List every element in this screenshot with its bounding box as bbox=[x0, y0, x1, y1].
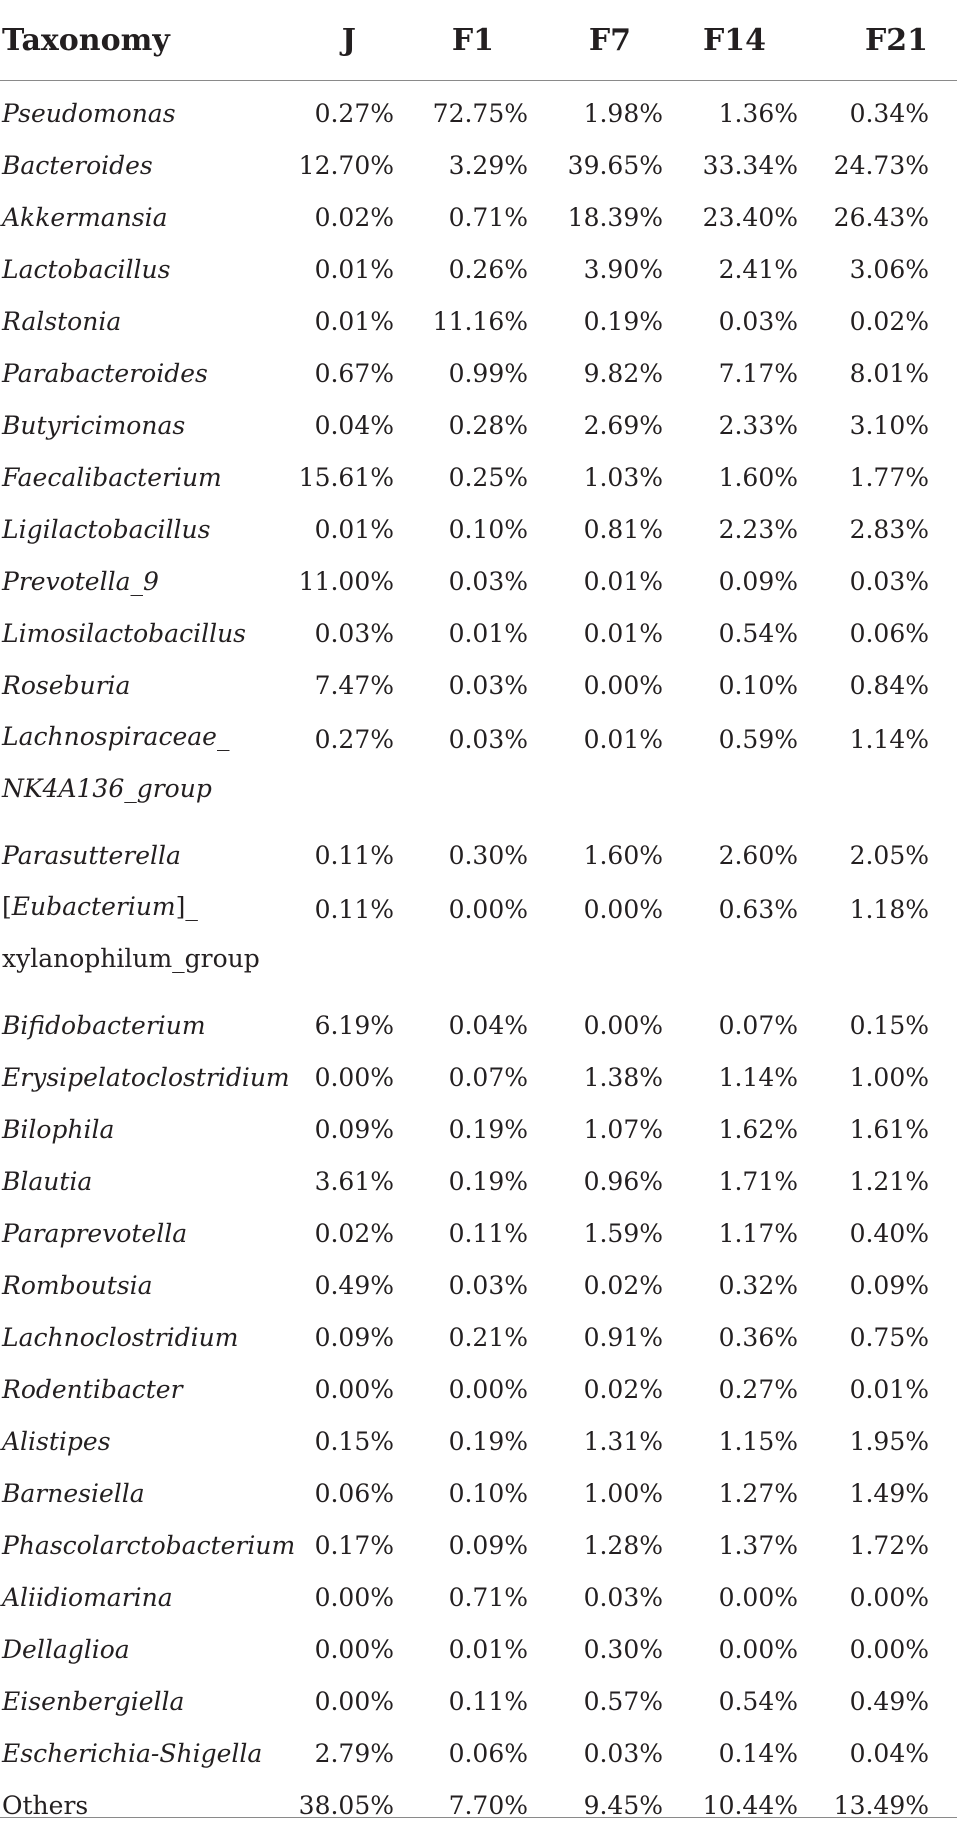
table-row bbox=[0, 555, 957, 607]
taxon-name-part: Limosilactobacillus bbox=[2, 618, 247, 648]
value-cell-j: 0.67% bbox=[314, 358, 394, 388]
value-cell-f1: 3.29% bbox=[448, 150, 528, 180]
taxon-name-part: Dellaglioa bbox=[2, 1634, 130, 1664]
value-cell-f7: 0.03% bbox=[583, 1582, 663, 1612]
value-cell-j: 0.09% bbox=[314, 1114, 394, 1144]
value-cell-f21: 26.43% bbox=[833, 202, 929, 232]
taxon-cell bbox=[0, 1363, 264, 1415]
value-cell-f7: 9.82% bbox=[583, 358, 663, 388]
bottom-rule bbox=[0, 1817, 957, 1818]
value-cell-f21: 0.02% bbox=[849, 306, 929, 336]
value-cell-f1: 0.06% bbox=[448, 1738, 528, 1768]
table-row bbox=[0, 1415, 957, 1467]
value-cell-f21: 0.49% bbox=[849, 1686, 929, 1716]
taxon-cell bbox=[0, 711, 264, 829]
table-row bbox=[0, 295, 957, 347]
value-cell-f7: 0.57% bbox=[583, 1686, 663, 1716]
taxon-cell bbox=[0, 139, 264, 191]
value-cell-j: 0.01% bbox=[314, 514, 394, 544]
table-row bbox=[0, 503, 957, 555]
value-cell-f7: 39.65% bbox=[567, 150, 663, 180]
value-cell-f7: 2.69% bbox=[583, 410, 663, 440]
value-cell-f21: 1.18% bbox=[849, 895, 929, 924]
taxon-cell bbox=[0, 659, 264, 711]
table-row bbox=[0, 881, 957, 999]
value-cell-f7: 0.01% bbox=[583, 566, 663, 596]
value-cell-f21: 0.03% bbox=[849, 566, 929, 596]
value-cell-f14: 0.59% bbox=[718, 725, 798, 754]
taxon-cell bbox=[0, 1311, 264, 1363]
table-row bbox=[0, 243, 957, 295]
table-row bbox=[0, 139, 957, 191]
value-cell-f14: 0.09% bbox=[718, 566, 798, 596]
taxon-name-part: Lachnoclostridium bbox=[2, 1322, 239, 1352]
taxon-name-part: Aliidiomarina bbox=[2, 1582, 173, 1612]
value-cell-j: 0.00% bbox=[314, 1686, 394, 1716]
value-cell-f14: 1.15% bbox=[718, 1426, 798, 1456]
value-cell-f14: 1.36% bbox=[718, 98, 798, 128]
value-cell-f7: 18.39% bbox=[567, 202, 663, 232]
value-cell-f14: 0.07% bbox=[718, 1010, 798, 1040]
value-cell-f1: 0.28% bbox=[448, 410, 528, 440]
taxon-name-part: ]_ bbox=[175, 892, 198, 921]
value-cell-f7: 0.00% bbox=[583, 670, 663, 700]
value-cell-f7: 1.98% bbox=[583, 98, 663, 128]
value-cell-f14: 0.54% bbox=[718, 1686, 798, 1716]
taxon-name-part: Bacteroides bbox=[2, 150, 153, 180]
value-cell-f14: 0.54% bbox=[718, 618, 798, 648]
value-cell-f14: 0.36% bbox=[718, 1322, 798, 1352]
value-cell-f14: 2.60% bbox=[718, 840, 798, 870]
table-body bbox=[0, 81, 957, 1832]
value-cell-f1: 72.75% bbox=[432, 98, 528, 128]
value-cell-f21: 1.61% bbox=[849, 1114, 929, 1144]
value-cell-f21: 0.15% bbox=[849, 1010, 929, 1040]
value-cell-f14: 2.23% bbox=[718, 514, 798, 544]
value-cell-f21: 0.40% bbox=[849, 1218, 929, 1248]
table-row bbox=[0, 1623, 957, 1675]
table-row bbox=[0, 1051, 957, 1103]
taxon-name-part: Bilophila bbox=[2, 1114, 115, 1144]
taxon-cell bbox=[0, 1103, 264, 1155]
taxon-cell bbox=[0, 295, 264, 347]
taxon-name-part: Pseudomonas bbox=[2, 98, 176, 128]
table-row bbox=[0, 1259, 957, 1311]
value-cell-j: 3.61% bbox=[314, 1166, 394, 1196]
value-cell-f1: 0.04% bbox=[448, 1010, 528, 1040]
table-row bbox=[0, 1311, 957, 1363]
taxon-name-part: Lactobacillus bbox=[2, 254, 171, 284]
value-cell-f7: 3.90% bbox=[583, 254, 663, 284]
value-cell-f21: 2.05% bbox=[849, 840, 929, 870]
value-cell-f14: 2.41% bbox=[718, 254, 798, 284]
value-cell-f14: 0.00% bbox=[718, 1634, 798, 1664]
table-row bbox=[0, 1467, 957, 1519]
value-cell-f21: 0.00% bbox=[849, 1582, 929, 1612]
header-row bbox=[0, 0, 957, 81]
taxon-name-part: Faecalibacterium bbox=[2, 462, 222, 492]
value-cell-f14: 33.34% bbox=[702, 150, 798, 180]
value-cell-f7: 0.00% bbox=[583, 1010, 663, 1040]
value-cell-f1: 0.01% bbox=[448, 1634, 528, 1664]
value-cell-f21: 1.49% bbox=[849, 1478, 929, 1508]
value-cell-j: 0.09% bbox=[314, 1322, 394, 1352]
value-cell-f14: 1.71% bbox=[718, 1166, 798, 1196]
taxon-cell bbox=[0, 503, 264, 555]
taxon-name-part: Bifidobacterium bbox=[2, 1010, 206, 1040]
value-cell-f1: 7.70% bbox=[448, 1790, 528, 1820]
value-cell-f21: 3.10% bbox=[849, 410, 929, 440]
taxon-name-part: Lachnospiraceae_ bbox=[2, 722, 230, 751]
table-row bbox=[0, 1675, 957, 1727]
table-row bbox=[0, 347, 957, 399]
table-row bbox=[0, 659, 957, 711]
taxon-cell bbox=[0, 81, 264, 140]
taxon-cell bbox=[0, 881, 264, 999]
value-cell-j: 0.01% bbox=[314, 306, 394, 336]
value-cell-j: 7.47% bbox=[314, 670, 394, 700]
value-cell-f7: 0.19% bbox=[583, 306, 663, 336]
taxon-name-part: Paraprevotella bbox=[2, 1218, 188, 1248]
table-row bbox=[0, 191, 957, 243]
value-cell-f21: 2.83% bbox=[849, 514, 929, 544]
taxon-name-part: Erysipelatoclostridium bbox=[2, 1062, 290, 1092]
value-cell-f1: 0.21% bbox=[448, 1322, 528, 1352]
taxon-name-part: Blautia bbox=[2, 1166, 93, 1196]
value-cell-f21: 3.06% bbox=[849, 254, 929, 284]
value-cell-f7: 9.45% bbox=[583, 1790, 663, 1820]
value-cell-f1: 0.11% bbox=[448, 1218, 528, 1248]
value-cell-f1: 11.16% bbox=[432, 306, 528, 336]
table-row bbox=[0, 711, 957, 829]
taxon-cell bbox=[0, 1727, 264, 1779]
table-row bbox=[0, 1571, 957, 1623]
value-cell-f14: 23.40% bbox=[702, 202, 798, 232]
value-cell-f21: 1.14% bbox=[849, 725, 929, 754]
value-cell-f1: 0.26% bbox=[448, 254, 528, 284]
value-cell-f7: 0.03% bbox=[583, 1738, 663, 1768]
value-cell-f7: 0.91% bbox=[583, 1322, 663, 1352]
value-cell-f14: 1.17% bbox=[718, 1218, 798, 1248]
value-cell-f7: 0.81% bbox=[583, 514, 663, 544]
value-cell-f7: 0.30% bbox=[583, 1634, 663, 1664]
column-header-f14: F14 bbox=[663, 0, 798, 81]
value-cell-f7: 0.02% bbox=[583, 1374, 663, 1404]
table-row bbox=[0, 399, 957, 451]
table-row bbox=[0, 1207, 957, 1259]
value-cell-f1: 0.19% bbox=[448, 1114, 528, 1144]
value-cell-f14: 0.10% bbox=[718, 670, 798, 700]
taxon-name-line2: NK4A136_group bbox=[2, 774, 212, 803]
taxon-cell bbox=[0, 1571, 264, 1623]
taxon-cell bbox=[0, 347, 264, 399]
value-cell-f1: 0.71% bbox=[448, 1582, 528, 1612]
taxon-cell bbox=[0, 1519, 296, 1571]
value-cell-f21: 0.09% bbox=[849, 1270, 929, 1300]
taxon-name-part: Eisenbergiella bbox=[2, 1686, 185, 1716]
value-cell-f7: 1.28% bbox=[583, 1530, 663, 1560]
value-cell-f14: 0.14% bbox=[718, 1738, 798, 1768]
value-cell-j: 0.00% bbox=[314, 1582, 394, 1612]
table-row bbox=[0, 1519, 957, 1571]
value-cell-f14: 1.62% bbox=[718, 1114, 798, 1144]
value-cell-f1: 0.09% bbox=[448, 1530, 528, 1560]
taxon-name-part: Phascolarctobacterium bbox=[2, 1530, 296, 1560]
value-cell-j: 0.02% bbox=[314, 1218, 394, 1248]
value-cell-f1: 0.99% bbox=[448, 358, 528, 388]
value-cell-f1: 0.03% bbox=[448, 566, 528, 596]
value-cell-f14: 10.44% bbox=[702, 1790, 798, 1820]
value-cell-j: 0.01% bbox=[314, 254, 394, 284]
value-cell-j: 0.00% bbox=[314, 1062, 394, 1092]
value-cell-j: 12.70% bbox=[298, 150, 394, 180]
value-cell-f7: 1.00% bbox=[583, 1478, 663, 1508]
taxon-cell bbox=[0, 1155, 264, 1207]
value-cell-j: 6.19% bbox=[314, 1010, 394, 1040]
value-cell-f21: 0.84% bbox=[849, 670, 929, 700]
value-cell-f1: 0.30% bbox=[448, 840, 528, 870]
value-cell-f7: 1.07% bbox=[583, 1114, 663, 1144]
table-row bbox=[0, 829, 957, 881]
table-row bbox=[0, 1155, 957, 1207]
value-cell-f21: 1.00% bbox=[849, 1062, 929, 1092]
value-cell-f1: 0.03% bbox=[448, 670, 528, 700]
value-cell-j: 11.00% bbox=[298, 566, 394, 596]
value-cell-f7: 0.02% bbox=[583, 1270, 663, 1300]
table-row bbox=[0, 451, 957, 503]
value-cell-f21: 13.49% bbox=[833, 1790, 929, 1820]
value-cell-f7: 1.31% bbox=[583, 1426, 663, 1456]
value-cell-f21: 0.34% bbox=[849, 98, 929, 128]
taxon-cell bbox=[0, 191, 264, 243]
value-cell-f21: 1.72% bbox=[849, 1530, 929, 1560]
taxon-name-part: Prevotella_9 bbox=[2, 566, 159, 596]
value-cell-f14: 0.00% bbox=[718, 1582, 798, 1612]
taxon-cell bbox=[0, 1415, 264, 1467]
taxon-cell bbox=[0, 451, 264, 503]
value-cell-f1: 0.01% bbox=[448, 618, 528, 648]
value-cell-f1: 0.71% bbox=[448, 202, 528, 232]
value-cell-f1: 0.07% bbox=[448, 1062, 528, 1092]
taxon-name-part: Alistipes bbox=[2, 1426, 111, 1456]
value-cell-f21: 1.77% bbox=[849, 462, 929, 492]
value-cell-f1: 0.25% bbox=[448, 462, 528, 492]
value-cell-f7: 1.38% bbox=[583, 1062, 663, 1092]
taxon-name-part: Eubacterium bbox=[11, 892, 176, 921]
column-header-f7: F7 bbox=[528, 0, 663, 81]
table-row bbox=[0, 1103, 957, 1155]
table-row bbox=[0, 999, 957, 1051]
value-cell-f21: 0.04% bbox=[849, 1738, 929, 1768]
taxon-cell bbox=[0, 607, 264, 659]
taxon-cell bbox=[0, 1467, 264, 1519]
table-row bbox=[0, 1727, 957, 1779]
taxon-name-part: Akkermansia bbox=[2, 202, 168, 232]
value-cell-f7: 1.59% bbox=[583, 1218, 663, 1248]
value-cell-f21: 1.95% bbox=[849, 1426, 929, 1456]
taxon-name-part: Parabacteroides bbox=[2, 358, 208, 388]
taxon-cell bbox=[0, 1207, 264, 1259]
taxon-name-part: Barnesiella bbox=[2, 1478, 145, 1508]
value-cell-f14: 7.17% bbox=[718, 358, 798, 388]
column-header-j: J bbox=[264, 0, 394, 81]
taxon-name-part: [ bbox=[2, 892, 12, 921]
taxon-cell bbox=[0, 829, 264, 881]
table-row bbox=[0, 1779, 957, 1831]
value-cell-f14: 1.60% bbox=[718, 462, 798, 492]
table-header bbox=[0, 0, 957, 81]
value-cell-j: 0.11% bbox=[314, 840, 394, 870]
value-cell-f1: 0.00% bbox=[448, 895, 528, 924]
value-cell-j: 38.05% bbox=[298, 1790, 394, 1820]
taxon-cell bbox=[0, 555, 264, 607]
taxon-name-part: Romboutsia bbox=[2, 1270, 153, 1300]
value-cell-f7: 1.60% bbox=[583, 840, 663, 870]
value-cell-j: 0.00% bbox=[314, 1374, 394, 1404]
value-cell-f1: 0.19% bbox=[448, 1426, 528, 1456]
value-cell-f21: 1.21% bbox=[849, 1166, 929, 1196]
taxon-name-line2: xylanophilum_group bbox=[2, 944, 260, 973]
value-cell-j: 0.06% bbox=[314, 1478, 394, 1508]
value-cell-f14: 1.37% bbox=[718, 1530, 798, 1560]
taxon-name-part: Others bbox=[2, 1790, 89, 1820]
value-cell-f7: 0.00% bbox=[583, 895, 663, 924]
table-row bbox=[0, 607, 957, 659]
value-cell-f7: 0.01% bbox=[583, 725, 663, 754]
value-cell-f1: 0.19% bbox=[448, 1166, 528, 1196]
taxon-name-part: Ralstonia bbox=[2, 306, 122, 336]
value-cell-f7: 0.96% bbox=[583, 1166, 663, 1196]
taxon-cell bbox=[0, 1259, 264, 1311]
value-cell-f14: 2.33% bbox=[718, 410, 798, 440]
value-cell-j: 0.04% bbox=[314, 410, 394, 440]
value-cell-f14: 0.03% bbox=[718, 306, 798, 336]
value-cell-f1: 0.10% bbox=[448, 514, 528, 544]
value-cell-f21: 0.01% bbox=[849, 1374, 929, 1404]
taxon-cell bbox=[0, 1051, 290, 1103]
value-cell-j: 0.17% bbox=[314, 1530, 394, 1560]
column-header-taxonomy: Taxonomy bbox=[0, 0, 264, 81]
value-cell-j: 15.61% bbox=[298, 462, 394, 492]
taxon-name-part: Parasutterella bbox=[2, 840, 181, 870]
taxon-cell bbox=[0, 1675, 264, 1727]
value-cell-f1: 0.10% bbox=[448, 1478, 528, 1508]
taxon-name-part: Butyricimonas bbox=[2, 410, 186, 440]
column-header-f21: F21 bbox=[798, 0, 957, 81]
value-cell-j: 0.11% bbox=[314, 895, 394, 924]
taxon-cell bbox=[0, 999, 264, 1051]
value-cell-j: 0.27% bbox=[314, 725, 394, 754]
taxon-name-part: Escherichia-Shigella bbox=[2, 1738, 263, 1768]
value-cell-f14: 1.14% bbox=[718, 1062, 798, 1092]
taxon-cell bbox=[0, 399, 264, 451]
value-cell-f1: 0.11% bbox=[448, 1686, 528, 1716]
value-cell-f1: 0.03% bbox=[448, 1270, 528, 1300]
taxon-cell bbox=[0, 243, 264, 295]
value-cell-f14: 0.27% bbox=[718, 1374, 798, 1404]
taxon-name-part: Ligilactobacillus bbox=[2, 514, 211, 544]
value-cell-j: 0.49% bbox=[314, 1270, 394, 1300]
value-cell-f7: 1.03% bbox=[583, 462, 663, 492]
taxon-cell bbox=[0, 1623, 264, 1675]
value-cell-f1: 0.03% bbox=[448, 725, 528, 754]
value-cell-f21: 24.73% bbox=[833, 150, 929, 180]
taxon-name-part: Rodentibacter bbox=[2, 1374, 183, 1404]
value-cell-f14: 0.63% bbox=[718, 895, 798, 924]
value-cell-f21: 0.75% bbox=[849, 1322, 929, 1352]
taxon-name-part: Roseburia bbox=[2, 670, 131, 700]
column-header-f1: F1 bbox=[394, 0, 528, 81]
value-cell-j: 0.27% bbox=[314, 98, 394, 128]
table-row bbox=[0, 81, 957, 140]
value-cell-j: 0.15% bbox=[314, 1426, 394, 1456]
value-cell-j: 0.03% bbox=[314, 618, 394, 648]
value-cell-f21: 0.00% bbox=[849, 1634, 929, 1664]
value-cell-f14: 0.32% bbox=[718, 1270, 798, 1300]
taxon-cell bbox=[0, 1779, 264, 1831]
value-cell-j: 2.79% bbox=[314, 1738, 394, 1768]
value-cell-f21: 8.01% bbox=[849, 358, 929, 388]
table-row bbox=[0, 1363, 957, 1415]
value-cell-j: 0.02% bbox=[314, 202, 394, 232]
value-cell-f7: 0.01% bbox=[583, 618, 663, 648]
value-cell-j: 0.00% bbox=[314, 1634, 394, 1664]
value-cell-f1: 0.00% bbox=[448, 1374, 528, 1404]
value-cell-f21: 0.06% bbox=[849, 618, 929, 648]
value-cell-f14: 1.27% bbox=[718, 1478, 798, 1508]
